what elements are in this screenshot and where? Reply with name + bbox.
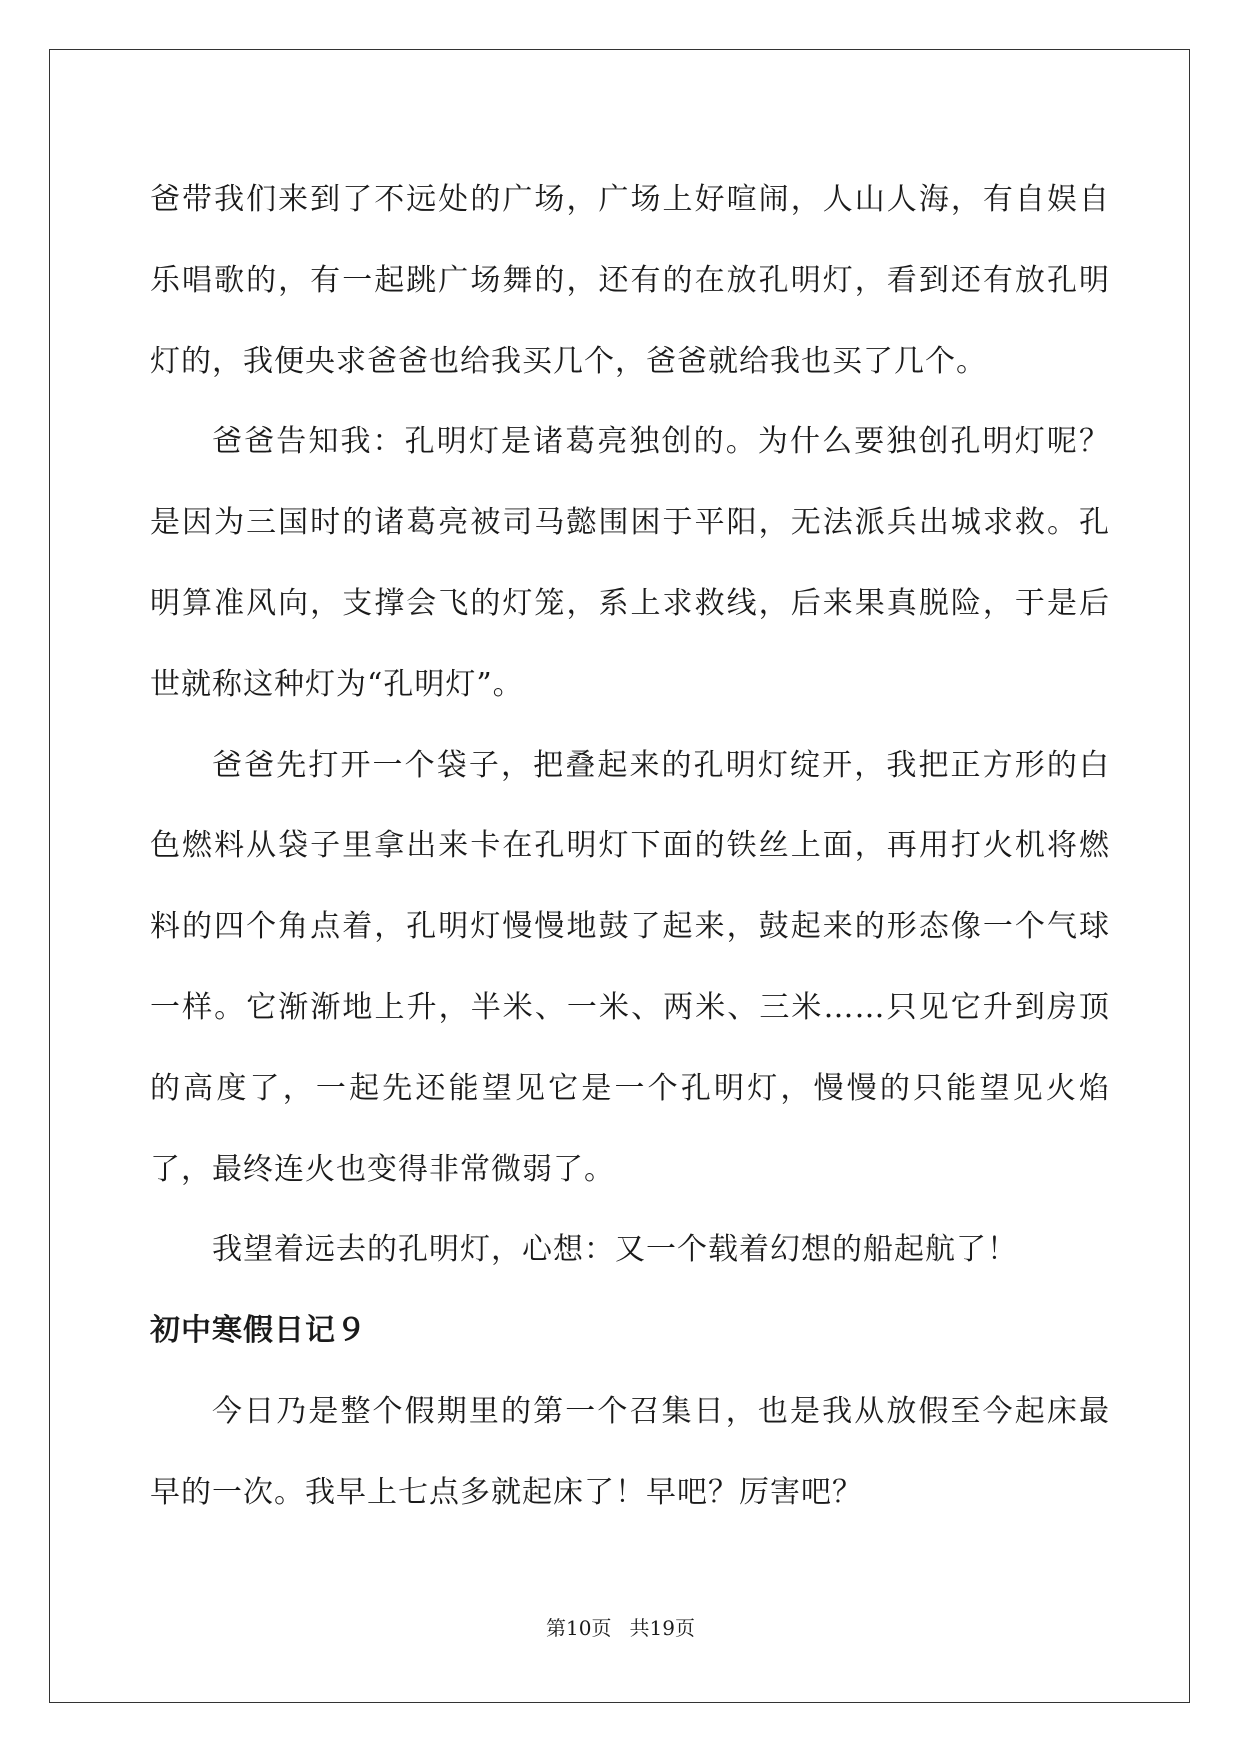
paragraph-lantern-thought: 我望着远去的孔明灯，心想：又一个载着幻想的船起航了！	[212, 1232, 1018, 1268]
paragraph-lantern-launch: 爸爸先打开一个袋子，把叠起来的孔明灯绽开，我把正方形的白色燃料从袋子里拿出来卡在孔明灯下面的铁丝上面，再用打火机将燃料的四个角点着，孔明灯慢慢地鼓了起来，鼓起来的形态像一个气球一样。它渐渐地上升，半米、一米、两米、三米……只见它升到房顶的高度了，一起先还能望见它是一个孔明灯，慢慢的只能望见火焰了，最终连火也变得非常微弱了。	[150, 747, 1110, 1187]
diary-heading: 初中寒假日记９	[150, 1313, 367, 1349]
paragraph-first-gathering-day: 今日乃是整个假期里的第一个召集日，也是我从放假至今起床最早的一次。我早上七点多就起床了！早吧？厉害吧？	[150, 1393, 1110, 1510]
page-footer	[0, 1612, 1241, 1641]
page-number: 第10页	[546, 1616, 612, 1640]
page-total: 共19页	[629, 1616, 695, 1640]
paragraph-lantern-square: 爸带我们来到了不远处的广场，广场上好喧闹，人山人海，有自娱自乐唱歌的，有一起跳广场舞的，还有的在放孔明灯，看到还有放孔明灯的，我便央求爸爸也给我买几个，爸爸就给我也买了几个。	[150, 182, 1110, 379]
document-body	[150, 160, 1110, 1534]
paragraph-lantern-origin: 爸爸告知我：孔明灯是诸葛亮独创的。为什么要独创孔明灯呢？是因为三国时的诸葛亮被司马懿围困于平阳，无法派兵出城求救。孔明算准风向，支撑会飞的灯笼，系上求救线，后来果真脱险，于是后世就称这种灯为“孔明灯”。	[150, 424, 1110, 702]
